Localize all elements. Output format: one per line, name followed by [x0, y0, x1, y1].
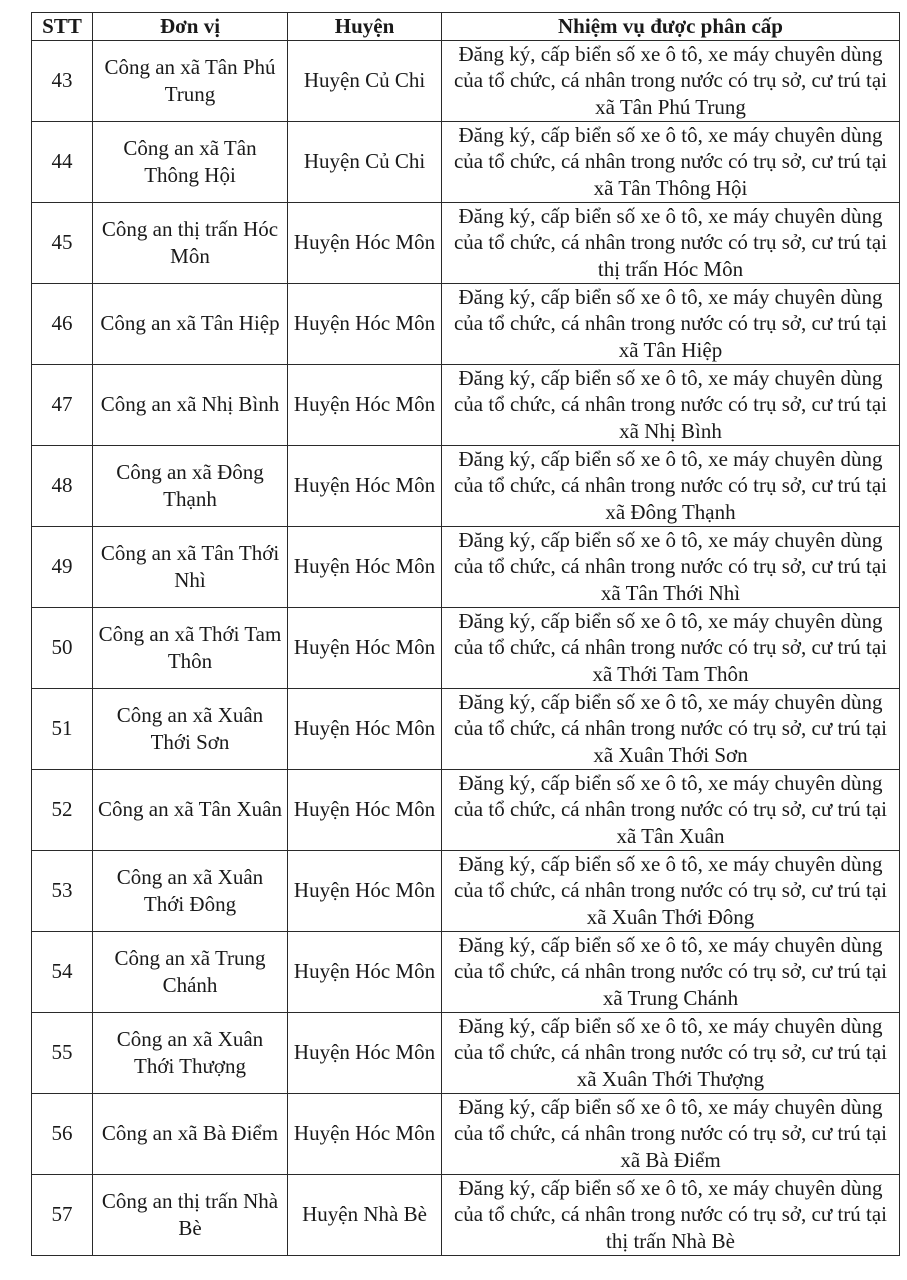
- row-unit: Công an xã Tân Thông Hội: [93, 121, 288, 202]
- row-district: Huyện Nhà Bè: [288, 1174, 442, 1255]
- table-row: [32, 931, 900, 1012]
- table-row: [32, 607, 900, 688]
- row-stt: 56: [32, 1093, 93, 1174]
- row-unit: Công an xã Xuân Thới Thượng: [93, 1012, 288, 1093]
- row-stt: 46: [32, 283, 93, 364]
- row-task: Đăng ký, cấp biển số xe ô tô, xe máy chuyên dùng của tổ chức, cá nhân trong nước có trụ sở, cư trú tại xã Tân Xuân: [442, 769, 900, 850]
- row-stt: 54: [32, 931, 93, 1012]
- table-row: [32, 526, 900, 607]
- row-unit: Công an xã Thới Tam Thôn: [93, 607, 288, 688]
- row-stt: 47: [32, 364, 93, 445]
- table-row: [32, 202, 900, 283]
- row-district: Huyện Hóc Môn: [288, 1093, 442, 1174]
- row-unit: Công an xã Tân Hiệp: [93, 283, 288, 364]
- row-district: Huyện Hóc Môn: [288, 445, 442, 526]
- row-district: Huyện Củ Chi: [288, 121, 442, 202]
- header-row: [32, 13, 900, 41]
- row-stt: 51: [32, 688, 93, 769]
- row-unit: Công an xã Tân Thới Nhì: [93, 526, 288, 607]
- row-unit: Công an xã Trung Chánh: [93, 931, 288, 1012]
- table-row: [32, 121, 900, 202]
- row-district: Huyện Hóc Môn: [288, 931, 442, 1012]
- table-row: [32, 283, 900, 364]
- row-stt: 43: [32, 40, 93, 121]
- row-task: Đăng ký, cấp biển số xe ô tô, xe máy chuyên dùng của tổ chức, cá nhân trong nước có trụ sở, cư trú tại thị trấn Nhà Bè: [442, 1174, 900, 1255]
- row-unit: Công an xã Tân Phú Trung: [93, 40, 288, 121]
- row-unit: Công an xã Xuân Thới Đông: [93, 850, 288, 931]
- row-stt: 49: [32, 526, 93, 607]
- row-task: Đăng ký, cấp biển số xe ô tô, xe máy chuyên dùng của tổ chức, cá nhân trong nước có trụ sở, cư trú tại thị trấn Hóc Môn: [442, 202, 900, 283]
- table-row: [32, 769, 900, 850]
- table-row: [32, 364, 900, 445]
- row-unit: Công an xã Bà Điểm: [93, 1093, 288, 1174]
- table-row: [32, 40, 900, 121]
- row-task: Đăng ký, cấp biển số xe ô tô, xe máy chuyên dùng của tổ chức, cá nhân trong nước có trụ sở, cư trú tại xã Tân Thới Nhì: [442, 526, 900, 607]
- row-task: Đăng ký, cấp biển số xe ô tô, xe máy chuyên dùng của tổ chức, cá nhân trong nước có trụ sở, cư trú tại xã Xuân Thới Đông: [442, 850, 900, 931]
- row-district: Huyện Hóc Môn: [288, 688, 442, 769]
- row-district: Huyện Hóc Môn: [288, 850, 442, 931]
- row-stt: 44: [32, 121, 93, 202]
- row-task: Đăng ký, cấp biển số xe ô tô, xe máy chuyên dùng của tổ chức, cá nhân trong nước có trụ sở, cư trú tại xã Tân Hiệp: [442, 283, 900, 364]
- row-district: Huyện Hóc Môn: [288, 364, 442, 445]
- row-unit: Công an xã Xuân Thới Sơn: [93, 688, 288, 769]
- row-district: Huyện Hóc Môn: [288, 202, 442, 283]
- table-row: [32, 445, 900, 526]
- row-stt: 52: [32, 769, 93, 850]
- row-district: Huyện Hóc Môn: [288, 1012, 442, 1093]
- row-unit: Công an xã Đông Thạnh: [93, 445, 288, 526]
- table-row: [32, 1174, 900, 1255]
- row-district: Huyện Hóc Môn: [288, 769, 442, 850]
- row-unit: Công an thị trấn Hóc Môn: [93, 202, 288, 283]
- row-task: Đăng ký, cấp biển số xe ô tô, xe máy chuyên dùng của tổ chức, cá nhân trong nước có trụ sở, cư trú tại xã Trung Chánh: [442, 931, 900, 1012]
- table-header: [32, 13, 900, 41]
- table-row: [32, 1012, 900, 1093]
- header-district: Huyện: [288, 13, 442, 41]
- row-stt: 53: [32, 850, 93, 931]
- row-task: Đăng ký, cấp biển số xe ô tô, xe máy chuyên dùng của tổ chức, cá nhân trong nước có trụ sở, cư trú tại xã Thới Tam Thôn: [442, 607, 900, 688]
- row-district: Huyện Củ Chi: [288, 40, 442, 121]
- header-task: Nhiệm vụ được phân cấp: [442, 13, 900, 41]
- row-district: Huyện Hóc Môn: [288, 607, 442, 688]
- row-district: Huyện Hóc Môn: [288, 283, 442, 364]
- row-stt: 45: [32, 202, 93, 283]
- row-stt: 57: [32, 1174, 93, 1255]
- delegated-tasks-table: [31, 12, 900, 1256]
- header-unit: Đơn vị: [93, 13, 288, 41]
- row-stt: 50: [32, 607, 93, 688]
- row-district: Huyện Hóc Môn: [288, 526, 442, 607]
- row-task: Đăng ký, cấp biển số xe ô tô, xe máy chuyên dùng của tổ chức, cá nhân trong nước có trụ sở, cư trú tại xã Tân Thông Hội: [442, 121, 900, 202]
- table-row: [32, 850, 900, 931]
- row-unit: Công an thị trấn Nhà Bè: [93, 1174, 288, 1255]
- table-row: [32, 688, 900, 769]
- row-task: Đăng ký, cấp biển số xe ô tô, xe máy chuyên dùng của tổ chức, cá nhân trong nước có trụ sở, cư trú tại xã Xuân Thới Sơn: [442, 688, 900, 769]
- row-unit: Công an xã Nhị Bình: [93, 364, 288, 445]
- row-task: Đăng ký, cấp biển số xe ô tô, xe máy chuyên dùng của tổ chức, cá nhân trong nước có trụ sở, cư trú tại xã Tân Phú Trung: [442, 40, 900, 121]
- row-task: Đăng ký, cấp biển số xe ô tô, xe máy chuyên dùng của tổ chức, cá nhân trong nước có trụ sở, cư trú tại xã Bà Điểm: [442, 1093, 900, 1174]
- row-stt: 48: [32, 445, 93, 526]
- row-unit: Công an xã Tân Xuân: [93, 769, 288, 850]
- header-stt: STT: [32, 13, 93, 41]
- row-stt: 55: [32, 1012, 93, 1093]
- row-task: Đăng ký, cấp biển số xe ô tô, xe máy chuyên dùng của tổ chức, cá nhân trong nước có trụ sở, cư trú tại xã Đông Thạnh: [442, 445, 900, 526]
- row-task: Đăng ký, cấp biển số xe ô tô, xe máy chuyên dùng của tổ chức, cá nhân trong nước có trụ sở, cư trú tại xã Nhị Bình: [442, 364, 900, 445]
- table-row: [32, 1093, 900, 1174]
- table-body: [32, 40, 900, 1255]
- row-task: Đăng ký, cấp biển số xe ô tô, xe máy chuyên dùng của tổ chức, cá nhân trong nước có trụ sở, cư trú tại xã Xuân Thới Thượng: [442, 1012, 900, 1093]
